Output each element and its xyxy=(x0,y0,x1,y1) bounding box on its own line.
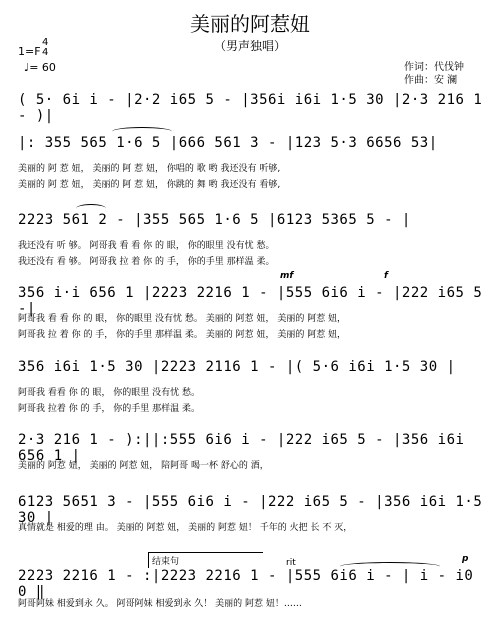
notation-row xyxy=(18,430,488,464)
notation-text: 356 i6i 1·5 30 |2223 2116 1 - |( 5·6 i6i 1·5 30 | xyxy=(18,359,456,375)
page-title: 美丽的阿惹妞 xyxy=(190,12,310,36)
notation-row xyxy=(18,90,488,124)
ending-bracket: 结束句 xyxy=(148,552,263,568)
tempo-marking: ♩= 60 xyxy=(24,61,56,74)
dynamic-f: f xyxy=(384,271,388,281)
time-top: 4 xyxy=(42,37,49,48)
notation-row xyxy=(18,283,488,317)
lyric-verse-1: 阿哥阿妹 相爱到永 久。 阿哥阿妹 相爱到永 久！ 美丽的 阿惹 妞！…… xyxy=(18,599,302,609)
time-signature xyxy=(42,38,48,58)
lyric-verse-2: 阿哥我 拉着 你 的 手， 你的手里 那样温 柔。 xyxy=(18,404,201,414)
lyric-verse-1: 美丽的 阿 惹 妞， 美丽的 阿 惹 妞， 你唱的 歌 哟 我还没有 听够, xyxy=(18,164,281,174)
lyricist-credit: 作词：代伐钟 xyxy=(404,62,464,73)
notation-text: ( 5· 6i i - |2·2 i65 5 - |356i i6i 1·5 30 |2·3 216 1 - )| xyxy=(18,92,483,124)
notation-text: 6123 5651 3 - |555 6i6 i - |222 i65 5 - |356 i6i 1·5 30 | xyxy=(18,494,483,526)
rit-marking: rit xyxy=(286,558,296,568)
key-signature: 1=F xyxy=(18,45,41,58)
lyric-verse-1: 真情就是 相爱的理 由。 美丽的 阿惹 妞， 美丽的 阿惹 妞！ 千年的 火把 长 不 灭， xyxy=(18,523,353,533)
composer-credit: 作曲：安 澜 xyxy=(404,75,458,86)
lyric-verse-2: 阿哥我 拉 着 你 的 手， 你的手里 那样温 柔。 美丽的 阿惹 妞， 美丽的 阿惹 妞， xyxy=(18,330,347,340)
subtitle: （男声独唱） xyxy=(213,39,286,53)
lyric-verse-1: 美丽的 阿惹 妞， 美丽的 阿惹 妞， 陪阿哥 喝一杯 舒心的 酒， xyxy=(18,461,269,471)
notation-text: 2·3 216 1 - ):||:555 6i6 i - |222 i65 5 - |356 i6i 656 1 | xyxy=(18,432,465,464)
notation-text: |: 355 565 1·6 5 |666 561 3 - |123 5·3 6656 53| xyxy=(18,135,438,151)
time-bottom: 4 xyxy=(42,47,49,58)
notation-row xyxy=(18,566,488,600)
lyric-verse-1: 我还没有 听 够。 阿哥我 看 看 你 的 眼， 你的眼里 没有忧 愁。 xyxy=(18,241,275,251)
dynamic-mf: mf xyxy=(280,271,294,281)
notation-row xyxy=(18,133,488,159)
notation-row xyxy=(18,492,488,526)
lyric-verse-2: 美丽的 阿 惹 妞， 美丽的 阿 惹 妞， 你跳的 舞 哟 我还没有 看够, xyxy=(18,180,281,190)
lyric-verse-1: 阿哥我 看 看 你 的 眼， 你的眼里 没有忧 愁。 美丽的 阿惹 妞， 美丽的 阿惹 妞， xyxy=(18,314,347,324)
notation-text: 2223 2216 1 - :|2223 2216 1 - |555 6i6 i - | i - i0 0 ‖ xyxy=(18,568,474,600)
dynamic-p: p xyxy=(462,554,469,564)
notation-row xyxy=(18,210,488,236)
notation-text: 356 i·i 656 1 |2223 2216 1 - |555 6i6 i - |222 i65 5 -| xyxy=(18,285,483,317)
lyric-verse-1: 阿哥我 看看 你 的 眼， 你的眼里 没有忧 愁。 xyxy=(18,388,201,398)
lyric-verse-2: 我还没有 看 够。 阿哥我 拉 着 你 的 手， 你的手里 那样温 柔。 xyxy=(18,257,275,267)
notation-text: 2223 561 2 - |355 565 1·6 5 |6123 5365 5 - | xyxy=(18,212,411,228)
notation-row xyxy=(18,357,488,383)
